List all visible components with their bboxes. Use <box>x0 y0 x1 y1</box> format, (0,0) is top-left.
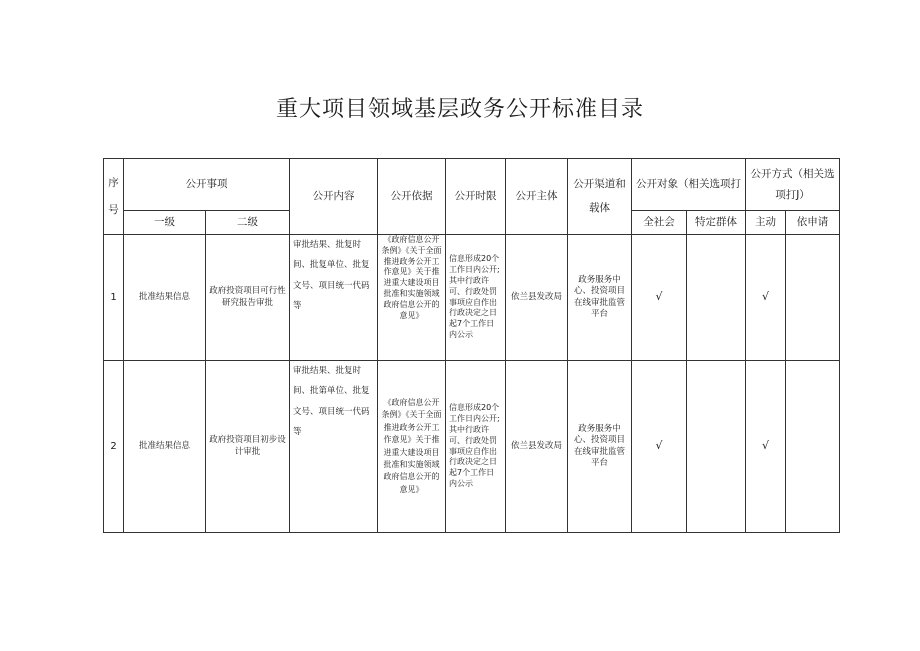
header-target-group: 特定群体 <box>687 211 746 235</box>
header-mode-request: 依申请 <box>786 211 840 235</box>
row-subject: 依兰县发改局 <box>506 235 568 361</box>
row-target-all-check: √ <box>632 361 687 533</box>
row-mode-request-check <box>786 235 840 361</box>
header-content: 公开内容 <box>290 159 378 235</box>
row-seq: 1 <box>104 235 124 361</box>
disclosure-catalog-table <box>103 158 840 533</box>
header-matter: 公开事项 <box>124 159 290 211</box>
row-mode-active-check: √ <box>746 361 786 533</box>
header-target: 公开对象（相关选项打 <box>632 159 746 211</box>
header-time-limit: 公开时限 <box>446 159 506 235</box>
table-row <box>104 361 840 533</box>
row-level1: 批准结果信息 <box>124 235 206 361</box>
header-subject: 公开主体 <box>506 159 568 235</box>
table-row <box>104 235 840 361</box>
header-level2: 二级 <box>206 211 290 235</box>
header-mode: 公开方式（相关选项打J） <box>746 159 840 211</box>
header-target-all: 全社会 <box>632 211 687 235</box>
row-level2: 政府投资项目可行性研究报告审批 <box>206 235 290 361</box>
document-title: 重大项目领域基层政务公开标准目录 <box>275 97 644 122</box>
header-level1: 一级 <box>124 211 206 235</box>
row-mode-request-check <box>786 361 840 533</box>
row-basis: 《政府信息公开条例》《关于全面推进政务公开工作意见》关于推进重大建设项目批准和实施领域政府信息公开的意见》 <box>378 361 446 533</box>
row-content: 审批结果、批复时间、批复单位、批复文号、项目统一代码等 <box>290 235 378 361</box>
row-channel: 政务服务中心、投资项目在线审批监管平台 <box>568 361 632 533</box>
row-seq: 2 <box>104 361 124 533</box>
header-seq <box>104 159 124 235</box>
row-time-limit: 信息形成20个工作日内公开;其中行政许可、行政处罚事项应自作出行政决定之日起7个工作日内公示 <box>446 361 506 533</box>
row-mode-active-check: √ <box>746 235 786 361</box>
row-level2: 政府投资项目初步设计审批 <box>206 361 290 533</box>
row-target-group-check <box>687 235 746 361</box>
header-row-1 <box>104 159 840 211</box>
header-seq-top: 序 <box>108 177 119 190</box>
row-content: 审批结果、批复时间、批第单位、批复文号、项目统一代码等 <box>290 361 378 533</box>
row-channel: 政务服务中心、投资项目在线审批监管平台 <box>568 235 632 361</box>
row-target-all-check: √ <box>632 235 687 361</box>
row-basis: 《政府信息公开条例》《关于全面推进政务公开工作意见》关于推进重大建设项目批准和实施领域政府信息公开的意见》 <box>378 235 446 361</box>
header-basis: 公开依据 <box>378 159 446 235</box>
header-channel: 公开渠道和载体 <box>568 159 632 235</box>
row-time-limit: 信息形成20个工作日内公开;其中行政许可、行政处罚事项应自作出行政决定之日起7个工作日内公示 <box>446 235 506 361</box>
row-level1: 批准结果信息 <box>124 361 206 533</box>
row-subject: 依兰县发改局 <box>506 361 568 533</box>
header-mode-active: 主动 <box>746 211 786 235</box>
header-seq-bottom: 号 <box>108 203 119 216</box>
row-target-group-check <box>687 361 746 533</box>
